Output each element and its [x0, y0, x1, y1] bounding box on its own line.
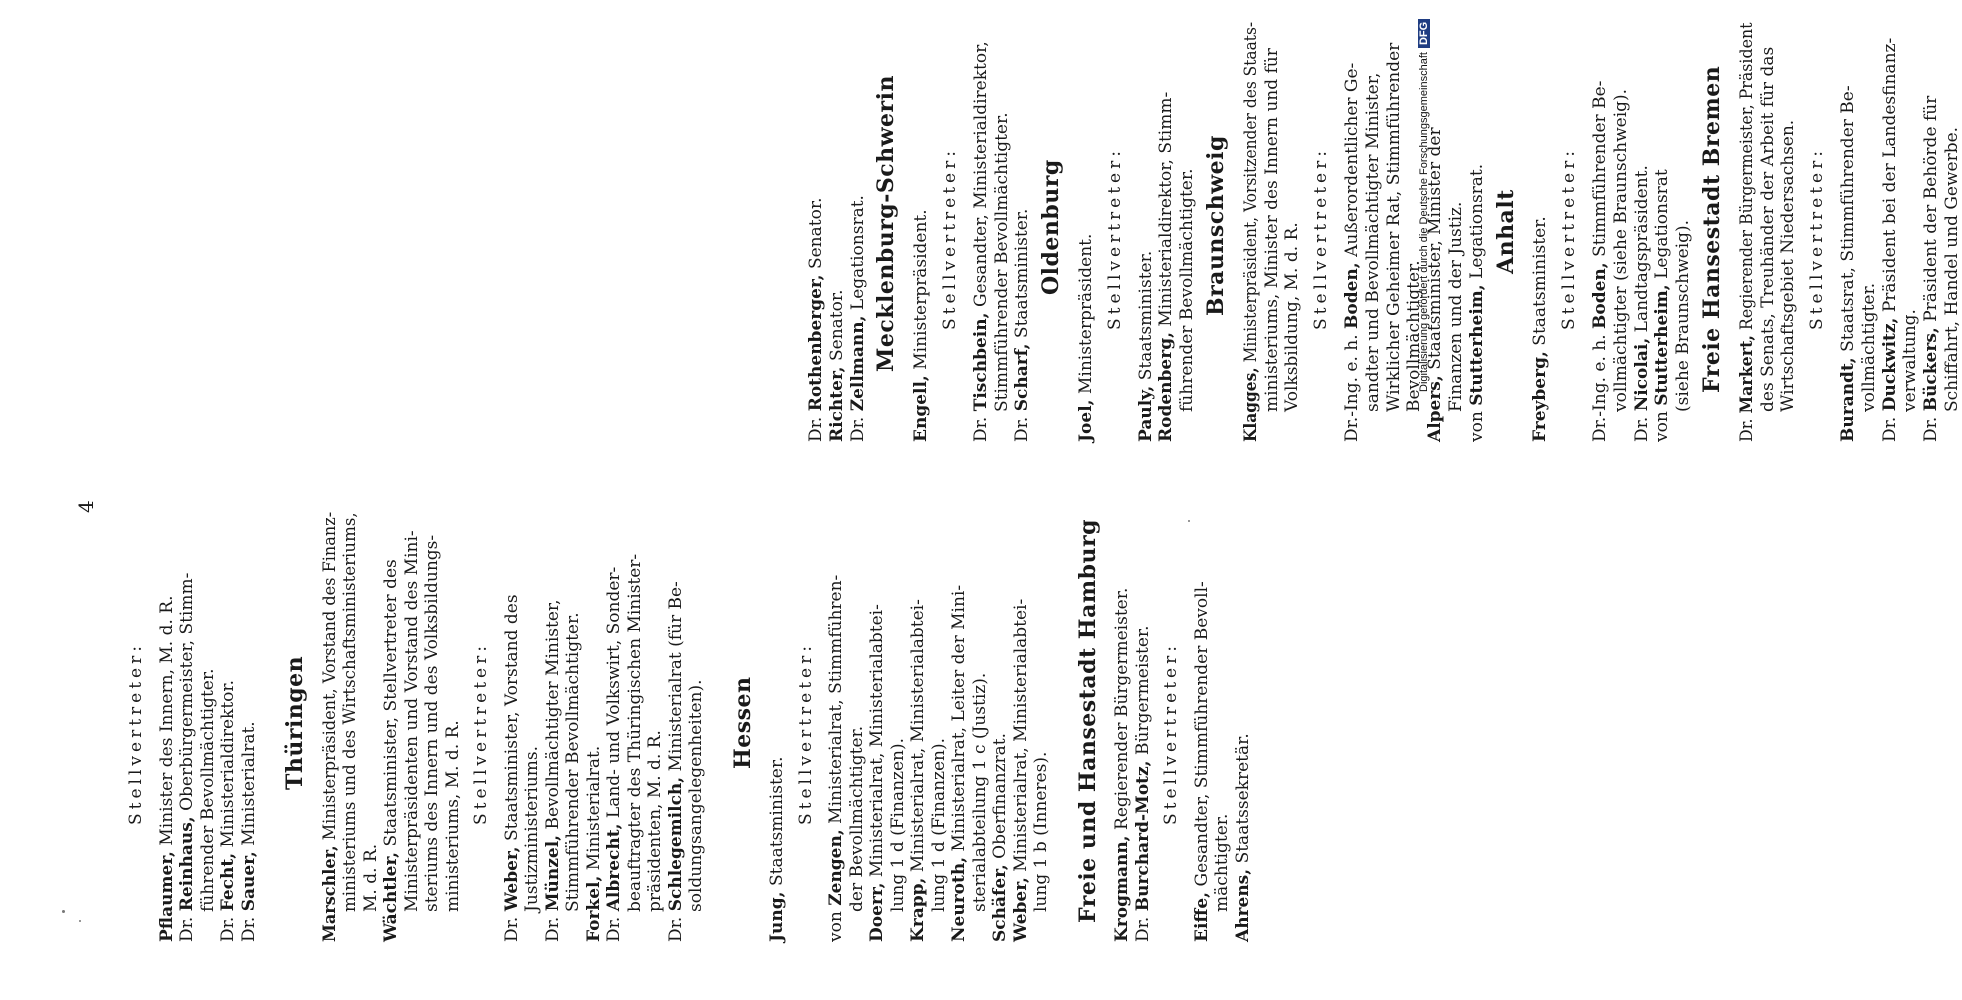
entry-description: Staatsminister. [1530, 216, 1551, 352]
right-entry [1012, 209, 1032, 442]
person-name: Eiffe, [1191, 891, 1212, 942]
person-name: Nicolai, [1631, 337, 1652, 412]
entry-description: Außerordentlicher Ge- [1342, 62, 1362, 263]
left-deputies-label: Stellvertreter: [1161, 641, 1181, 825]
right-deputies-label: Stellvertreter: [940, 146, 960, 330]
left-continuation: ministeriums und des Wirtschaftsministeriums, [340, 512, 360, 912]
right-continuation: Schiffahrt, Handel und Gewerbe. [1942, 126, 1962, 412]
right-section-heading: Braunschweig [1203, 135, 1229, 316]
left-continuation: führender Bevollmächtigter. [197, 668, 218, 912]
left-entry [867, 604, 887, 942]
left-section-heading: Freie und Hansestadt Hamburg [1074, 519, 1101, 923]
entry-description: Gesandter, Ministerialdirektor, [970, 41, 991, 313]
right-entry [1136, 251, 1156, 442]
left-continuation: Ministerpräsidenten und Vorstand des Mini- [401, 530, 422, 912]
right-continuation: des Senats, Treuhänder der Arbeit für das [1757, 46, 1778, 412]
entry-prefix: Dr. [1132, 911, 1153, 942]
right-deputies-label: Stellvertreter: [1311, 146, 1332, 330]
person-name: Rodenberg, [1156, 332, 1177, 442]
entry-description: Präsident der Behörde für [1921, 95, 1942, 328]
entry-description: Staatsminister, Minister der [1425, 127, 1446, 376]
entry-description: Staatssekretär. [1232, 733, 1253, 869]
left-section-heading: Thüringen [282, 655, 308, 790]
right-entry [1342, 63, 1362, 442]
entry-description: Ministerialrat, Stimmführen- [826, 574, 846, 830]
entry-description: Ministerpräsident. [1076, 233, 1096, 400]
left-deputies-label: Stellvertreter: [126, 641, 146, 825]
entry-description: Bevollmächtigter Minister, [542, 599, 563, 835]
footer-text: Digitalisierung gefördert durch die Deutsche Forschungsgemeinschaft [1418, 52, 1430, 392]
right-continuation: ministeriums, Minister des Innern und für [1261, 48, 1282, 412]
right-entry [827, 289, 847, 442]
entry-prefix: Dr. [1736, 413, 1757, 442]
entry-prefix: Dr. [1879, 411, 1900, 442]
person-name: Weber, [1010, 877, 1031, 942]
right-entry [848, 195, 868, 442]
person-name: Reinhaus, [177, 816, 197, 912]
left-entry [908, 599, 928, 942]
entry-description: Legationsrat. [847, 195, 868, 316]
right-entry [1156, 92, 1176, 442]
right-continuation: führender Bevollmächtigter. [1177, 168, 1198, 412]
entry-description: Ministerialrat, Ministerialabtei- [867, 604, 887, 883]
left-entry [584, 746, 604, 942]
left-entry [826, 575, 846, 942]
entry-description: Ministerpräsident, Vorstand des Finanz- [319, 511, 340, 846]
person-name: Klagges, [1240, 367, 1261, 442]
person-name: Pflaumer, [156, 851, 177, 942]
entry-prefix: Dr. [542, 911, 563, 942]
person-name: Boden, [1590, 262, 1610, 329]
right-continuation: sandter und Bevollmächtigter Minister, [1362, 72, 1383, 412]
person-name: Albrecht, [604, 823, 624, 912]
left-entry [543, 599, 563, 942]
right-section-heading: Mecklenburg-Schwerin [873, 75, 900, 372]
entry-prefix: Dr. [1012, 411, 1033, 442]
entry-prefix: Dr. [847, 411, 868, 442]
left-continuation: sterialabteilung 1 c (Justiz). [969, 672, 990, 912]
left-continuation: ministeriums, M. d. R. [442, 720, 463, 912]
entry-description: Staatsminister. [1012, 208, 1033, 344]
entry-description: Präsident bei der Landesfinanz- [1879, 37, 1900, 318]
right-entry [1076, 234, 1096, 442]
right-entry [1530, 216, 1550, 442]
right-entry [1736, 22, 1757, 442]
entry-prefix: von [1466, 405, 1487, 442]
dfg-logo: DFG [1418, 19, 1430, 48]
person-name: Forkel, [583, 875, 604, 942]
entry-prefix: von [1652, 405, 1673, 442]
entry-description: Oberfinanzrat. [990, 732, 1010, 865]
entry-prefix: Dr. [501, 911, 522, 942]
entry-prefix: Dr. [604, 911, 624, 942]
person-name: Zellmann, [847, 315, 868, 412]
right-entry [1590, 81, 1610, 442]
left-section-heading: Hessen [729, 676, 756, 769]
right-deputies-label: Stellvertreter: [1104, 146, 1125, 330]
person-name: Sauer, [238, 851, 259, 912]
right-entry [806, 198, 826, 443]
entry-description: Minister des Innern, M. d. R. [156, 595, 177, 852]
entry-prefix: Dr. [1921, 411, 1942, 442]
left-continuation: der Bevollmächtigter. [846, 725, 867, 912]
right-continuation: Finanzen und der Justiz. [1446, 201, 1466, 412]
entry-description: Ministerialrat, Ministerialabtei- [1010, 598, 1031, 878]
person-name: Pauly, [1135, 385, 1156, 442]
left-continuation: M. d. R. [360, 843, 381, 912]
person-name: Tischbein, [970, 312, 991, 412]
entry-description: Landtagspräsident. [1631, 165, 1652, 338]
entry-description: Staatsminister, Stellvertreter des [381, 559, 401, 852]
entry-description: Legationsrat [1652, 169, 1673, 285]
person-name: Duckwitz, [1879, 317, 1900, 412]
right-entry [1467, 164, 1487, 442]
right-continuation: Bevollmächtigter. [1404, 260, 1425, 412]
left-continuation: Justizministeriums. [522, 745, 542, 912]
left-continuation: Stimmführender Bevollmächtigter. [563, 612, 583, 912]
entry-prefix: Dr. [806, 411, 826, 442]
left-continuation: lung 1 d (Finanzen). [887, 737, 908, 912]
person-name: Weber, [501, 846, 522, 912]
left-continuation: lung 1 b (Inneres). [1031, 751, 1051, 912]
person-name: Stutterheim, [1652, 284, 1673, 406]
person-name: Boden, [1342, 262, 1362, 329]
scan-speck [1188, 520, 1190, 522]
left-entry [1112, 588, 1132, 942]
scan-speck [62, 910, 65, 913]
person-name: Marschler, [319, 845, 340, 942]
right-entry [1652, 169, 1672, 442]
left-continuation: präsidenten, M. d. R. [645, 730, 665, 912]
left-entry [177, 573, 197, 942]
person-name: Wächtler, [381, 851, 401, 942]
entry-description: Oberbürgermeister, Stimm- [177, 572, 197, 817]
left-entry [1133, 625, 1153, 942]
entry-prefix: Dr.-Ing. e. h. [1342, 328, 1362, 442]
right-entry [971, 41, 991, 442]
entry-description: Ministerialrat. [583, 745, 604, 876]
entry-description: Senator. [806, 197, 826, 275]
left-entry [1233, 733, 1253, 942]
left-entry [1011, 599, 1031, 942]
right-entry [1838, 85, 1858, 442]
entry-description: Bürgermeister. [1132, 625, 1153, 761]
person-name: Ahrens, [1232, 868, 1253, 942]
right-continuation: Volksbildung, M. d. R. [1282, 222, 1303, 412]
right-entry [1632, 165, 1652, 442]
entry-description: Land- und Volkswirt, Sonder- [604, 566, 624, 824]
entry-prefix: Dr. [1631, 411, 1652, 442]
right-entry [1240, 21, 1261, 442]
left-deputies-label: Stellvertreter: [795, 641, 816, 825]
right-deputies-label: Stellvertreter: [1559, 146, 1580, 330]
person-name: Engell, [911, 375, 932, 442]
footer-credit [1418, 19, 1430, 392]
entry-description: Legationsrat. [1466, 163, 1487, 285]
left-entry [239, 721, 259, 942]
left-entry [218, 680, 238, 942]
entry-description: Regierender Bürgermeister. [1112, 587, 1132, 836]
left-entry [319, 511, 340, 942]
left-entry [1192, 581, 1212, 942]
right-section-heading: Freie Hansestadt Bremen [1699, 65, 1725, 393]
left-entry [666, 581, 686, 942]
entry-description: Ministerialdirektor, Stimm- [1156, 91, 1177, 332]
entry-description: Ministerialrat (für Be- [665, 581, 686, 777]
entry-prefix: Dr. [238, 911, 259, 942]
left-entry [990, 733, 1010, 942]
right-continuation: verwaltung. [1900, 309, 1921, 412]
left-entry [949, 585, 969, 942]
entry-description: Ministerialdirektor. [218, 679, 238, 853]
person-name: Scharf, [1012, 343, 1033, 412]
left-entry [157, 596, 177, 942]
person-name: Joel, [1076, 399, 1096, 442]
person-name: Doerr, [867, 882, 887, 942]
left-continuation: soldungsangelegenheiten). [686, 679, 706, 912]
person-name: Freyberg, [1530, 351, 1551, 442]
left-deputies-label: Stellvertreter: [471, 641, 491, 825]
entry-description: Ministerpräsident, Vorsitzender des Staats- [1240, 21, 1261, 368]
person-name: Zengen, [826, 829, 846, 906]
scan-speck [79, 920, 81, 922]
entry-description: Stimmführender Be- [1590, 80, 1610, 263]
left-entry [767, 756, 787, 942]
person-name: Richter, [826, 366, 847, 442]
left-entry [381, 559, 401, 942]
left-entry [502, 594, 522, 942]
entry-description: Staatsminister. [1135, 250, 1156, 386]
entry-description: Regierender Bürgermeister, Präsident [1736, 22, 1757, 336]
entry-prefix: Dr. [665, 911, 686, 942]
left-continuation: mächtigter. [1212, 813, 1232, 912]
entry-description: Ministerpräsident. [911, 209, 932, 376]
person-name: Schlegemilch, [665, 776, 686, 912]
entry-description: Gesandter, Stimmführender Bevoll- [1191, 581, 1212, 892]
entry-description: Senator. [826, 289, 847, 367]
right-continuation: vollmächtigter (siehe Braunschweig). [1610, 88, 1631, 412]
person-name: Krogmann, [1112, 835, 1132, 942]
person-name: Krapp, [908, 877, 928, 942]
left-continuation: steriums des Innern und des Volksbildungs- [422, 534, 442, 912]
entry-description: Staatsrat, Stimmführender Be- [1838, 85, 1858, 358]
person-name: Bückers, [1921, 327, 1942, 412]
person-name: Neuroth, [949, 856, 969, 942]
entry-description: Ministerialrat, Ministerialabtei- [908, 599, 928, 878]
person-name: Münzel, [542, 834, 563, 912]
right-entry [911, 209, 931, 442]
person-name: Rothenberger, [806, 274, 826, 412]
entry-prefix: Dr. [970, 411, 991, 442]
right-entry [1880, 38, 1900, 442]
entry-prefix: Dr. [177, 911, 197, 942]
person-name: Markert, [1736, 335, 1757, 414]
person-name: Alpers, [1425, 375, 1446, 442]
entry-description: Staatsminister. [767, 756, 787, 892]
entry-prefix: Dr. [218, 911, 238, 942]
left-continuation: lung 1 d (Finanzen). [928, 737, 949, 912]
person-name: Fecht, [218, 852, 238, 912]
right-continuation: Wirtschaftsgebiet Niedersachsen. [1778, 119, 1799, 412]
right-continuation: Wirklicher Geheimer Rat, Stimmführender [1383, 42, 1404, 412]
left-entry [604, 567, 624, 942]
left-continuation: beauftragter des Thüringischen Minister- [624, 553, 645, 912]
entry-description: Ministerialrat, Leiter der Mini- [949, 584, 969, 857]
entry-prefix: von [826, 905, 846, 942]
entry-description: Staatsminister, Vorstand des [501, 594, 522, 847]
entry-prefix: Dr.-Ing. e. h. [1590, 328, 1610, 442]
right-continuation: (siehe Braunschweig). [1673, 219, 1694, 412]
person-name: Jung, [767, 891, 787, 942]
right-section-heading: Anhalt [1492, 189, 1519, 274]
person-name: Stutterheim, [1466, 284, 1487, 406]
right-section-heading: Oldenburg [1038, 159, 1065, 295]
person-name: Schäfer, [990, 864, 1010, 942]
right-entry [1921, 96, 1941, 442]
right-continuation: vollmächtigter. [1858, 282, 1879, 412]
right-deputies-label: Stellvertreter: [1807, 146, 1828, 330]
entry-description: Ministerialrat. [238, 721, 259, 852]
person-name: Burandt, [1838, 357, 1858, 442]
person-name: Burchard-Motz, [1132, 760, 1153, 912]
page-number: 4 [74, 500, 98, 513]
right-continuation: Stimmführender Bevollmächtigter. [991, 112, 1012, 412]
